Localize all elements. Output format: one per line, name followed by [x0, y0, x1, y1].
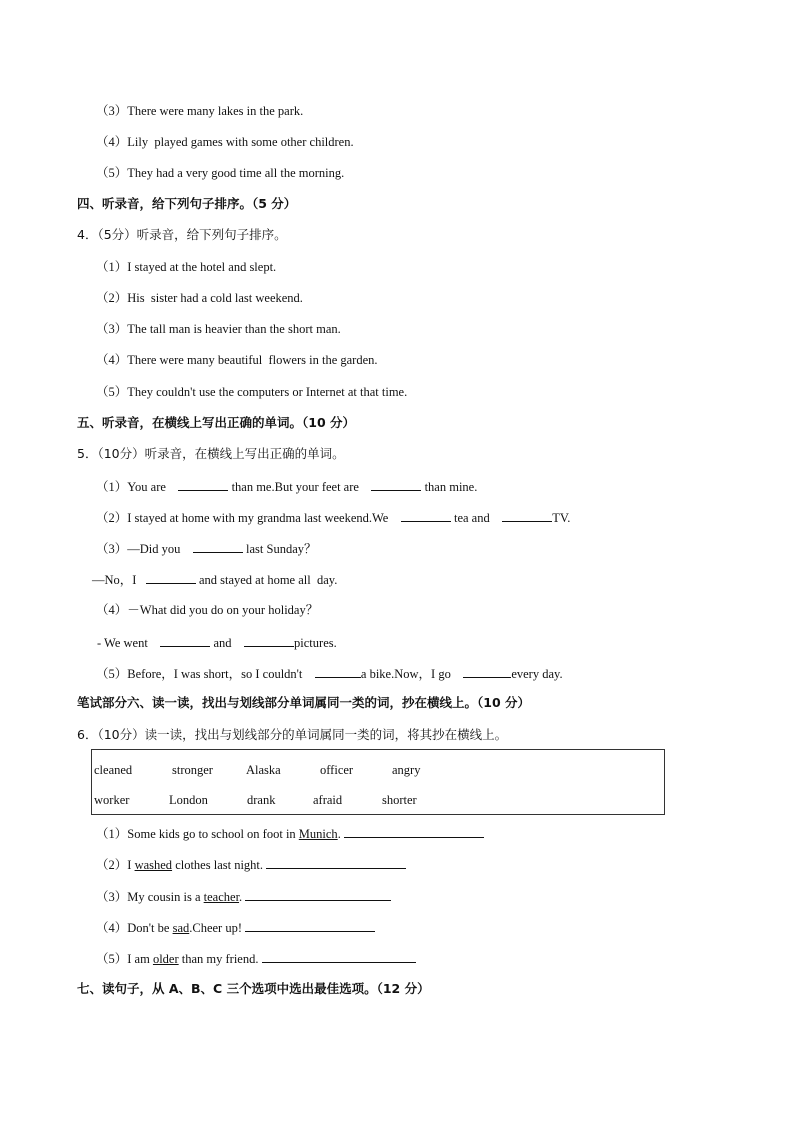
word-bank-word: stronger — [172, 763, 213, 777]
word-bank-word: cleaned — [94, 763, 133, 777]
answer-blank[interactable] — [245, 919, 375, 932]
word-bank-word: officer — [320, 763, 354, 777]
answer-blank[interactable] — [401, 509, 451, 522]
word-bank-word: afraid — [313, 793, 343, 807]
answer-blank[interactable] — [245, 888, 391, 901]
word-bank-word: shorter — [382, 793, 417, 807]
answer-blank[interactable] — [160, 634, 210, 647]
answer-blank[interactable] — [262, 950, 416, 963]
answer-blank[interactable] — [371, 478, 421, 491]
word-bank-word: London — [169, 793, 208, 807]
sec6-item-3: （3）My cousin is a teacher. — [96, 888, 391, 905]
section-4-heading: 四、听录音，给下列句子排序。（5 分） — [77, 196, 297, 211]
question-6: 6．（10分）读一读，找出与划线部分的单词属同一类的词，将其抄在横线上。 — [77, 727, 508, 742]
sec5-item-3-reply: —No，I and stayed at home all day. — [92, 573, 338, 587]
sec6-item-5: （5）I am older than my friend. — [96, 950, 416, 967]
sec5-item-5: （5）Before，I was short，so I couldn't a bike.Now，I go every day. — [96, 667, 563, 681]
section-7-heading: 七、读句子，从 A、B、C 三个选项中选出最佳选项。（12 分） — [77, 981, 430, 996]
answer-blank[interactable] — [315, 665, 361, 678]
sec4-item-3: （3）The tall man is heavier than the short man. — [96, 322, 341, 336]
word-bank-word: angry — [392, 763, 421, 777]
sec5-item-3: （3）—Did you last Sunday？ — [96, 542, 317, 556]
sec5-item-4: （4）－What did you do on your holiday？ — [96, 603, 319, 617]
word-bank-word: drank — [247, 793, 276, 807]
answer-blank[interactable] — [193, 540, 243, 553]
section-5-heading: 五、听录音，在横线上写出正确的单词。（10 分） — [77, 415, 355, 430]
sec4-item-1: （1）I stayed at the hotel and slept. — [96, 260, 277, 274]
answer-blank[interactable] — [146, 571, 196, 584]
sec5-item-2: （2）I stayed at home with my grandma last weekend.We tea and TV. — [96, 511, 571, 525]
answer-blank[interactable] — [244, 634, 294, 647]
answer-blank[interactable] — [266, 856, 406, 869]
sec4-item-5: （5）They couldn't use the computers or Internet at that time. — [96, 385, 408, 399]
sec5-item-1: （1）You are than me.But your feet are than mine. — [96, 480, 478, 494]
sec4-item-4: （4）There were many beautiful flowers in the garden. — [96, 353, 378, 367]
answer-blank[interactable] — [344, 825, 484, 838]
section-6-heading: 笔试部分六、读一读，找出与划线部分单词属同一类的词，抄在横线上。（10 分） — [77, 695, 530, 710]
word-bank-box — [91, 749, 665, 815]
sec6-item-1: （1）Some kids go to school on foot in Munich. — [96, 825, 484, 842]
sec6-item-4: （4）Don't be sad.Cheer up! — [96, 919, 375, 936]
sec4-item-2: （2）His sister had a cold last weekend. — [96, 291, 303, 305]
sec3-item-5: （5）They had a very good time all the morning. — [96, 166, 345, 180]
answer-blank[interactable] — [463, 665, 511, 678]
question-5: 5．（10分）听录音，在横线上写出正确的单词。 — [77, 446, 345, 461]
answer-blank[interactable] — [178, 478, 228, 491]
sec3-item-4: （4）Lily played games with some other children. — [96, 135, 354, 149]
sec5-item-4-reply: - We went and pictures. — [97, 636, 337, 650]
word-bank-word: Alaska — [246, 763, 281, 777]
word-bank-word: worker — [94, 793, 130, 807]
sec3-item-3: （3）There were many lakes in the park. — [96, 104, 304, 118]
question-4: 4．（5分）听录音，给下列句子排序。 — [77, 227, 287, 242]
answer-blank[interactable] — [502, 509, 552, 522]
sec6-item-2: （2）I washed clothes last night. — [96, 856, 406, 873]
